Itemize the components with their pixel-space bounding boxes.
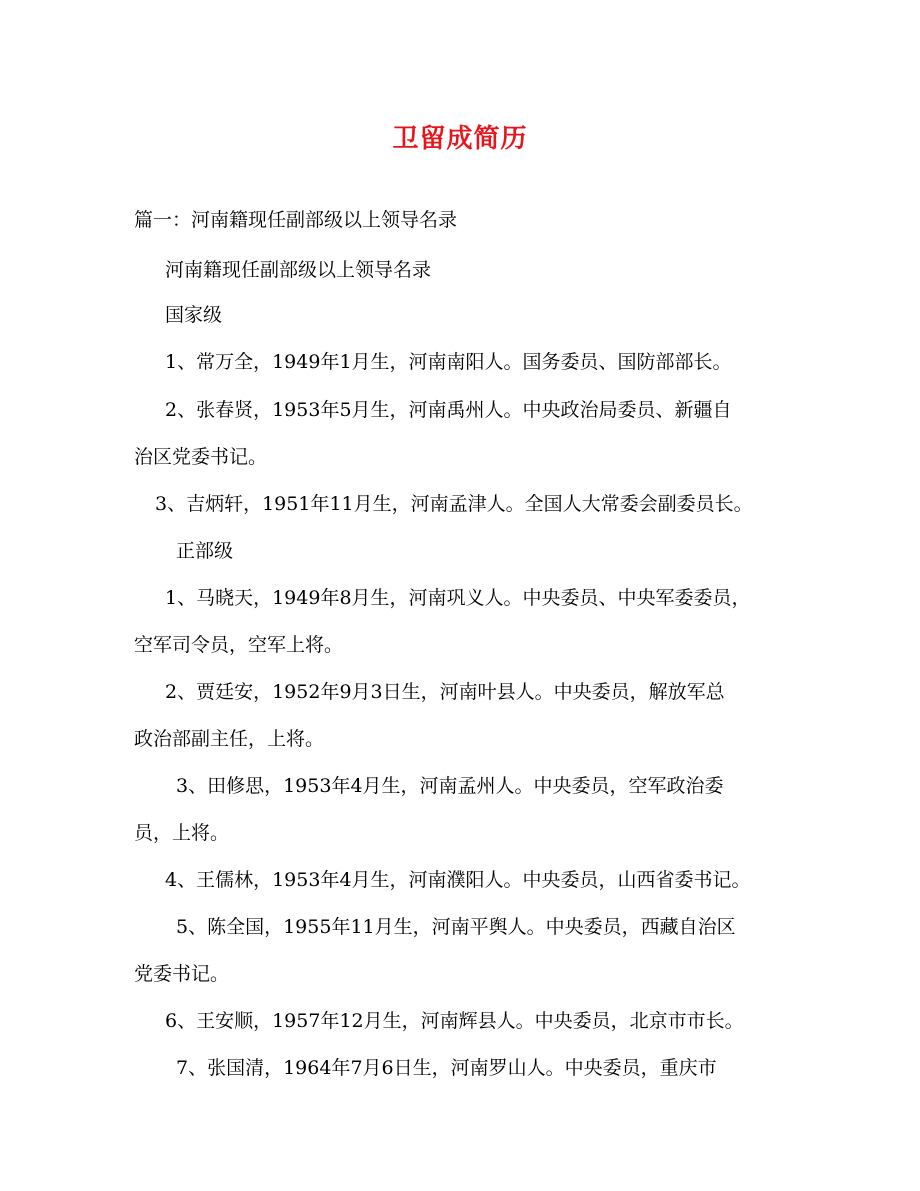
list-item: 3、田修思，1953年4月生，河南孟州人。中央委员，空军政治委	[176, 775, 724, 797]
list-item: 7、张国清，1964年7月6日生，河南罗山人。中央委员，重庆市	[176, 1057, 717, 1079]
list-item-continuation: 政治部副主任，上将。	[134, 728, 325, 750]
list-item: 1、马晓天，1949年8月生，河南巩义人。中央委员、中央军委委员，	[165, 587, 751, 609]
list-item: 6、王安顺，1957年12月生，河南辉县人。中央委员，北京市市长。	[165, 1010, 744, 1032]
list-item-continuation: 治区党委书记。	[134, 446, 268, 468]
list-item-continuation: 空军司令员，空军上将。	[134, 634, 344, 656]
list-item: 2、贾廷安，1952年9月3日生，河南叶县人。中央委员，解放军总	[165, 681, 725, 703]
level-heading-ministerial: 正部级	[176, 540, 234, 562]
list-item: 3、吉炳轩，1951年11月生，河南孟津人。全国人大常委会副委员长。	[155, 493, 753, 515]
list-item-continuation: 党委书记。	[134, 963, 230, 985]
list-item-continuation: 员，上将。	[134, 822, 230, 844]
document-title: 卫留成简历	[392, 124, 528, 154]
subtitle: 河南籍现任副部级以上领导名录	[165, 259, 432, 281]
list-item: 2、张春贤，1953年5月生，河南禹州人。中央政治局委员、新疆自	[165, 399, 732, 421]
list-item: 4、王儒林，1953年4月生，河南濮阳人。中央委员，山西省委书记。	[165, 869, 751, 891]
list-item: 1、常万全，1949年1月生，河南南阳人。国务委员、国防部部长。	[165, 351, 732, 373]
list-item: 5、陈全国，1955年11月生，河南平舆人。中央委员，西藏自治区	[176, 916, 736, 938]
section-heading: 篇一：河南籍现任副部级以上领导名录	[134, 209, 458, 231]
level-heading-national: 国家级	[165, 304, 223, 326]
